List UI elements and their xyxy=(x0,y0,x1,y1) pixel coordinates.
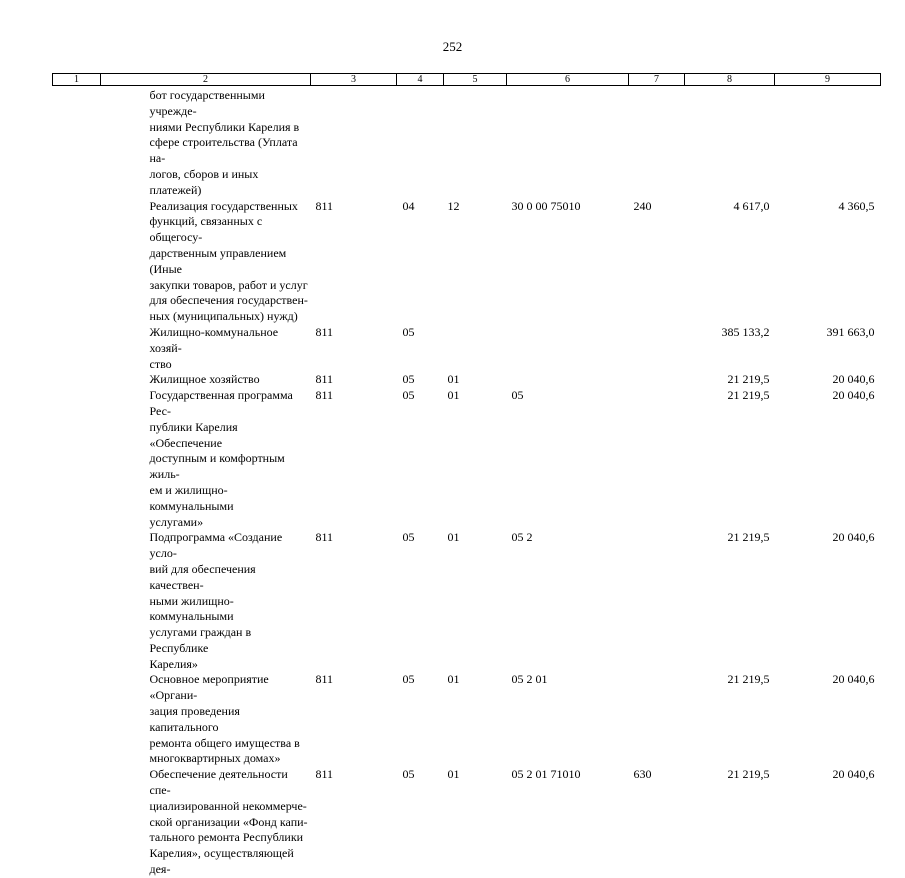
cell-amount-year-2 xyxy=(775,86,881,199)
cell-amount-year-1 xyxy=(685,86,775,199)
name-line: Подпрограмма «Создание усло- xyxy=(149,530,283,561)
cell-target-article: 05 xyxy=(511,388,524,403)
name-line: Карелия» xyxy=(149,656,198,671)
name-line: функций, связанных с общегосу- xyxy=(149,214,263,245)
cell-amount-year-1: 21 219,5 xyxy=(727,672,770,687)
cell-section xyxy=(397,86,444,199)
name-line: доступным и комфортным жиль- xyxy=(149,451,285,482)
column-number-2: 2 xyxy=(101,74,311,86)
cell-amount-year-1: 21 219,5 xyxy=(727,530,770,545)
table-row xyxy=(53,388,881,530)
cell-amount-year-1: 385 133,2 xyxy=(721,324,770,339)
cell-amount-year-1: 4 617,0 xyxy=(733,198,770,213)
name-line: ремонта общего имущества в xyxy=(149,735,300,750)
name-line: вий для обеспечения качествен- xyxy=(149,561,256,592)
name-line: Жилищное хозяйство xyxy=(149,372,260,387)
cell-expense-type xyxy=(629,672,685,767)
name-line: публики Карелия «Обеспечение xyxy=(149,419,238,450)
name-line: ство xyxy=(149,356,172,371)
cell-section: 04 xyxy=(402,198,415,213)
column-number-5: 5 xyxy=(444,74,507,86)
cell-ministry-code: 811 xyxy=(315,767,334,782)
cell-amount-year-2: 20 040,6 xyxy=(832,672,875,687)
name-line: дарственным управлением (Иные xyxy=(149,245,287,276)
cell-target-article: 05 2 01 71010 xyxy=(511,767,581,782)
column-number-3: 3 xyxy=(311,74,397,86)
name-line: ных (муниципальных) нужд) xyxy=(149,309,298,324)
cell-subsection: 01 xyxy=(447,672,460,687)
cell-amount-year-1: 21 219,5 xyxy=(727,767,770,782)
cell-number xyxy=(53,325,101,372)
cell-amount-year-2: 391 663,0 xyxy=(826,324,875,339)
cell-ministry-code: 811 xyxy=(315,324,334,339)
cell-subsection: 01 xyxy=(447,767,460,782)
cell-subsection xyxy=(444,86,507,199)
cell-target-article xyxy=(507,86,629,199)
budget-table xyxy=(52,73,881,878)
name-line: Карелия», осуществляющей дея- xyxy=(149,846,294,877)
table-row xyxy=(53,86,881,199)
column-number-7: 7 xyxy=(629,74,685,86)
table-row xyxy=(53,325,881,372)
name-line: сфере строительства (Уплата на- xyxy=(149,135,298,166)
name-line: Жилищно-коммунальное хозяй- xyxy=(149,324,279,355)
table-body xyxy=(53,86,881,878)
cell-amount-year-2: 20 040,6 xyxy=(832,372,875,387)
cell-number xyxy=(53,372,101,388)
table-row xyxy=(53,199,881,325)
cell-ministry-code: 811 xyxy=(315,530,334,545)
cell-number xyxy=(53,530,101,672)
cell-ministry-code: 811 xyxy=(315,672,334,687)
name-line: для обеспечения государствен- xyxy=(149,293,308,308)
cell-expense-type xyxy=(629,388,685,530)
cell-section: 05 xyxy=(402,530,415,545)
column-number-6: 6 xyxy=(507,74,629,86)
cell-number xyxy=(53,767,101,878)
cell-target-article xyxy=(507,325,629,372)
cell-expense-type: 630 xyxy=(633,767,652,782)
cell-amount-year-2: 20 040,6 xyxy=(832,767,875,782)
cell-section: 05 xyxy=(402,388,415,403)
name-line: ниями Республики Карелия в xyxy=(149,119,300,134)
cell-target-article xyxy=(507,372,629,388)
table-row xyxy=(53,530,881,672)
table-row xyxy=(53,672,881,767)
cell-name xyxy=(101,86,311,199)
cell-number xyxy=(53,672,101,767)
cell-section: 05 xyxy=(402,372,415,387)
cell-subsection: 01 xyxy=(447,372,460,387)
column-number-8: 8 xyxy=(685,74,775,86)
cell-ministry-code xyxy=(311,86,397,199)
column-number-4: 4 xyxy=(397,74,444,86)
cell-expense-type xyxy=(629,372,685,388)
page-number: 252 xyxy=(442,39,463,54)
cell-expense-type xyxy=(629,86,685,199)
cell-section: 05 xyxy=(402,324,415,339)
table-header xyxy=(53,74,881,86)
cell-name xyxy=(101,530,311,672)
name-line: ными жилищно-коммунальными xyxy=(149,593,234,624)
cell-ministry-code: 811 xyxy=(315,372,334,387)
name-line: зация проведения капитального xyxy=(149,704,240,734)
cell-amount-year-1: 21 219,5 xyxy=(727,372,770,387)
cell-name xyxy=(101,199,311,325)
name-line: Реализация государственных xyxy=(149,198,298,213)
cell-name xyxy=(101,767,311,878)
name-line: логов, сборов и иных платежей) xyxy=(149,166,259,197)
name-line: ем и жилищно-коммунальными xyxy=(149,482,234,513)
cell-name xyxy=(101,325,311,372)
name-line: циализированной некоммерче- xyxy=(149,798,307,813)
cell-target-article: 30 0 00 75010 xyxy=(511,198,581,213)
name-line: услугами» xyxy=(149,514,204,529)
column-number-row xyxy=(53,74,881,86)
cell-expense-type: 240 xyxy=(633,198,652,213)
cell-subsection: 01 xyxy=(447,530,460,545)
name-line: Основное мероприятие «Органи- xyxy=(149,672,269,703)
cell-amount-year-2: 20 040,6 xyxy=(832,530,875,545)
name-line: услугами граждан в Республике xyxy=(149,625,252,655)
name-line: Государственная программа Рес- xyxy=(149,388,293,418)
name-line: многоквартирных домах» xyxy=(149,751,281,766)
cell-target-article: 05 2 xyxy=(511,530,533,545)
cell-subsection: 12 xyxy=(447,198,460,213)
cell-number xyxy=(53,86,101,199)
table-row xyxy=(53,372,881,388)
column-number-1: 1 xyxy=(53,74,101,86)
cell-amount-year-2: 4 360,5 xyxy=(838,198,875,213)
cell-section: 05 xyxy=(402,672,415,687)
cell-number xyxy=(53,199,101,325)
cell-name xyxy=(101,372,311,388)
cell-subsection: 01 xyxy=(447,388,460,403)
name-line: бот государственными учрежде- xyxy=(149,88,265,118)
cell-target-article: 05 2 01 xyxy=(511,672,548,687)
cell-expense-type xyxy=(629,325,685,372)
column-number-9: 9 xyxy=(775,74,881,86)
name-line: ской организации «Фонд капи- xyxy=(149,814,308,829)
cell-number xyxy=(53,388,101,530)
cell-ministry-code: 811 xyxy=(315,388,334,403)
cell-subsection xyxy=(444,325,507,372)
cell-amount-year-1: 21 219,5 xyxy=(727,388,770,403)
cell-name xyxy=(101,672,311,767)
cell-name xyxy=(101,388,311,530)
cell-section: 05 xyxy=(402,767,415,782)
name-line: Обеспечение деятельности спе- xyxy=(149,767,288,798)
cell-amount-year-2: 20 040,6 xyxy=(832,388,875,403)
cell-expense-type xyxy=(629,530,685,672)
name-line: закупки товаров, работ и услуг xyxy=(149,277,308,292)
name-line: тального ремонта Республики xyxy=(149,830,304,845)
cell-ministry-code: 811 xyxy=(315,198,334,213)
table-row xyxy=(53,767,881,878)
